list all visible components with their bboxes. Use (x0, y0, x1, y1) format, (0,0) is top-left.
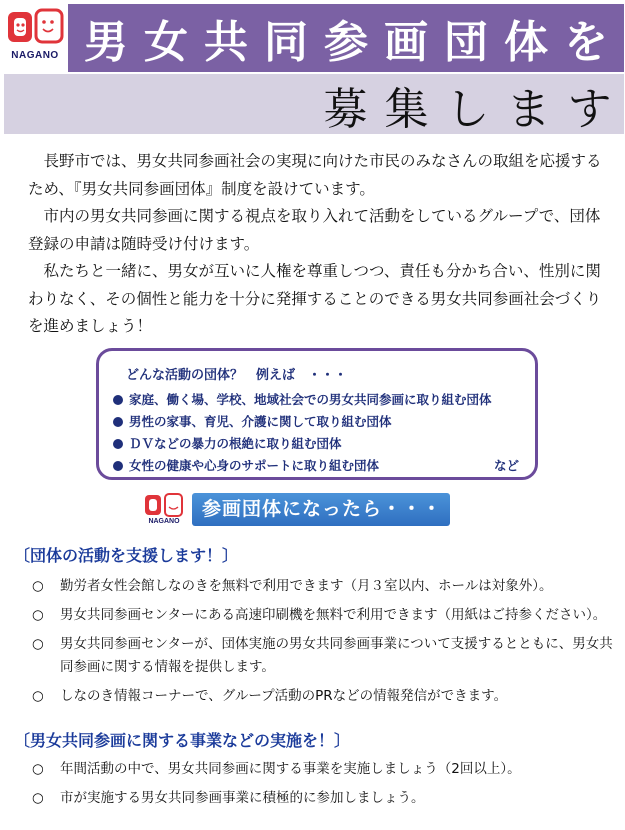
logo-brand-text: NAGANO (11, 50, 59, 61)
example-tail-text: など (493, 458, 519, 473)
circle-bullet-icon: ○ (32, 790, 44, 806)
title-char: 参 (324, 17, 368, 68)
intro-text (28, 148, 608, 341)
example-activities-box (96, 348, 538, 480)
logo-mark-icon (144, 492, 184, 518)
list-item (32, 685, 617, 708)
intro-paragraph: 長野市では、男女共同参画社会の実現に向けた市民のみなさんの取組を応援するため、『男女共同参画団体』制度を設けています。 (28, 152, 602, 198)
projects-heading: 〔男女共同参画に関する事業などの実施を！〕 (14, 731, 351, 750)
example-item (113, 389, 533, 411)
title-char: 画 (384, 17, 428, 68)
example-item-text: 男性の家事、育児、介護に関して取り組む団体 (129, 414, 392, 429)
logo-mark-icon (6, 6, 64, 48)
example-item-text: 家庭、働く場、学校、地域社会での男女共同参画に取り組む団体 (129, 392, 492, 407)
title-char: 同 (264, 17, 308, 68)
title-char: 募 (323, 84, 368, 135)
intro-paragraph: 私たちと一緒に、男女が互いに人権を尊重しつつ、責任も分かち合い、性別に関わりなく、その個性と能力を十分に発揮することのできる男女共同参画社会づくりを進めましょう！ (28, 262, 602, 335)
circle-bullet-icon: ○ (32, 761, 44, 777)
projects-list (32, 758, 617, 816)
support-heading: 〔団体の活動を支援します！〕 (14, 546, 239, 565)
circle-bullet-icon: ○ (32, 636, 44, 652)
benefits-banner: 参画団体になったら・・・ (192, 493, 450, 526)
intro-paragraph: 市内の男女共同参画に関する視点を取り入れて活動をしているグループで、団体登録の申請は随時受け付けます。 (28, 207, 601, 253)
bullet-dot-icon (113, 439, 123, 449)
title-char: 女 (144, 17, 188, 68)
example-item-text: ＤＶなどの暴力の根絶に取り組む団体 (129, 436, 342, 451)
title-char: 共 (204, 17, 248, 68)
list-item-text: 男女共同参画センターが、団体実施の男女共同参画事業について支援するとともに、男女共同参画に関する情報を提供します。 (60, 636, 613, 675)
list-item (32, 758, 617, 781)
list-item (32, 604, 617, 627)
nagano-mini-logo (144, 492, 184, 530)
circle-bullet-icon: ○ (32, 688, 44, 704)
list-item-text: 男女共同参画センターにある高速印刷機を無料で利用できます（用紙はご持参ください）。 (60, 607, 607, 623)
circle-bullet-icon: ○ (32, 578, 44, 594)
support-list (32, 575, 617, 714)
nagano-logo (4, 6, 66, 64)
example-item (113, 455, 533, 477)
example-item-text: 女性の健康や心身のサポートに取り組む団体 (129, 458, 380, 473)
page-title-line2 (315, 76, 620, 134)
circle-bullet-icon: ○ (32, 607, 44, 623)
title-char: す (567, 84, 612, 135)
example-list (113, 389, 533, 477)
list-item-text: 年間活動の中で、男女共同参画に関する事業を実施しましょう（2回以上）。 (60, 761, 521, 777)
list-item-text: 市が実施する男女共同参画事業に積極的に参加しましょう。 (60, 790, 425, 806)
page-title-line1 (68, 4, 624, 72)
logo-brand-text: NAGANO (148, 518, 180, 525)
title-char: 団 (444, 17, 488, 68)
bullet-dot-icon (113, 461, 123, 471)
list-item (32, 633, 617, 679)
list-item (32, 575, 617, 598)
title-char: 体 (504, 17, 548, 68)
example-box-title: どんな活動の団体？ 例えば ・・・ (126, 368, 348, 383)
title-char: を (564, 17, 608, 68)
example-item (113, 433, 533, 455)
title-char: 集 (384, 84, 429, 135)
list-item (32, 787, 617, 810)
list-item-text: 勤労者女性会館しなのきを無料で利用できます（月３室以内、ホールは対象外）。 (60, 578, 553, 594)
bullet-dot-icon (113, 395, 123, 405)
list-item-text: しなのき情報コーナーで、グループ活動のPRなどの情報発信ができます。 (60, 688, 508, 704)
bullet-dot-icon (113, 417, 123, 427)
title-char: ま (506, 84, 551, 135)
title-char: 男 (84, 17, 128, 68)
example-item (113, 411, 533, 433)
title-char: し (445, 84, 490, 135)
